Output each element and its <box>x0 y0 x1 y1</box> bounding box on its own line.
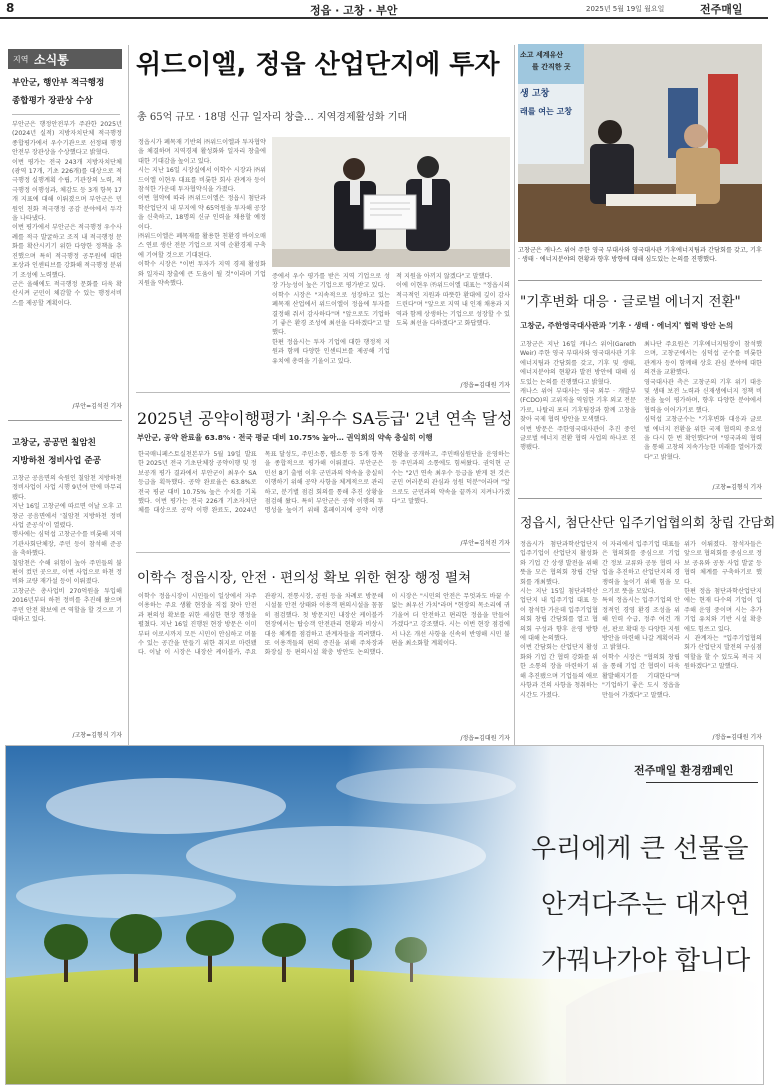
environment-campaign-ad <box>5 745 764 1085</box>
climate-byline: /고창=김형식 기자 <box>712 484 762 491</box>
local-label-big: 소식통 <box>34 53 69 67</box>
main-byline: /정읍=김대원 기자 <box>460 382 510 389</box>
photo-sign-line4: 래를 여는 고창 <box>520 107 572 116</box>
newspaper-brand: 전주매일 <box>700 3 743 16</box>
photo-sign-line1: 소고 세계유산 <box>520 51 564 59</box>
ad-title-rule <box>646 782 758 783</box>
section-title: 정읍 · 고창 · 부안 <box>310 4 398 17</box>
left-story2-byline: /고창=김형식 기자 <box>72 732 122 739</box>
climate-subhead: 고창군, 주한영국대사관과 '기후 · 생태 · 에너지' 협력 방안 논의 <box>520 321 734 330</box>
page-number: 8 <box>6 1 15 15</box>
main-headline: 위드이엘, 정읍 산업단지에 투자 <box>136 50 500 80</box>
main-body-right: 적 지원을 아끼지 않겠다"고 말했다. 이에 이현우 ㈜위드이엘 대표는 "정읍시의 적극적인 지원과 따뜻한 환대에 깊이 감사드린다"며 "앞으로 지역 내 인재 채용과 지역과 함께 상생하는 기업으로 성장할 수 있도록 최선을 다하겠다"고 화답했다. <box>396 273 510 328</box>
council-body-mid: 이 자리에서 입주기업 대표들은 협의회를 중심으로 기업 간 정보 교류와 공동 협력 사업을 추진하고 산업단지의 경쟁력을 높이기 위해 힘을 모으기로 뜻을 모았다. 특히 정읍시는 입주기업의 안정적인 경영 환경 조성을 위해 인력 수급, 정주 여건 개선, 판로 확대 등 다양한 지원 방안을 마련해 나갈 계획이라고 밝혔다. 이학수 시장은 "협의회 창립을 통해 기업 간 협력이 더욱 활발해지기를 기대한다"며 "기업하기 좋은 도시 정읍을 만들어 가겠다"고 말했다. <box>602 541 680 699</box>
main-subhead: 총 65억 규모 · 18명 신규 일자리 창출… 지역경제활성화 기대 <box>137 112 408 123</box>
ad-slogan-line1: 우리에게 큰 선물을 <box>531 834 749 864</box>
header-rule <box>0 17 768 19</box>
page-header <box>0 0 768 18</box>
ad-slogan-line2: 안겨다주는 대자연 <box>541 890 751 920</box>
left-story1-byline: /부안=김석진 기자 <box>72 403 122 410</box>
left-story1-title-1: 부안군, 행안부 적극행정 <box>12 78 105 88</box>
left-story2-title-2: 지방하천 정비사업 준공 <box>12 456 101 466</box>
local-label-small: 지역 <box>13 55 29 64</box>
climate-photo-caption: 고창군은 캐나스 위어 주한 영국 부대사와 영국대사관 기후에너지팀과 간담회를 갖고, 기후 · 생태 · 에너지분야의 현황과 향후 방향에 대해 심도있는 논의를 진행했다. <box>518 247 764 264</box>
award-body: 한국매니페스토실천본부가 5월 19일 발표한 2025년 전국 기초단체장 공약이행 및 정보공개 평가 결과에서 부안군이 최우수 SA등급을 획득했다. 공약 완료율은 63.8%로 전국 평균 대비 10.75% 높은 수치를 기록했다. 이번 평가는 전국 226개 기초자치단체를 대상으로 공약 이행 완료도, 2024년 목표 달성도, 주민소통, 웹소통 등 5개 항목을 종합적으로 평가해 이뤄졌다. 부안군은 민선 8기 출범 이후 군민과의 약속을 충실히 이행하기 위해 공약 사항을 체계적으로 관리하고, 분기별 점검 회의를 통해 추진 상황을 점검해 왔다. 특히 부안군은 공약 이행의 투명성을 높이기 위해 홈페이지에 공약 이행 현황을 공개하고, 주민배심원단을 운영하는 등 주민과의 소통에도 힘써왔다. 권익현 군수는 "2년 연속 최우수 등급을 받게 된 것은 군민 여러분의 관심과 성원 덕분"이라며 "앞으로도 군민과의 약속을 끝까지 지켜나가겠다"고 말했다. <box>138 451 510 515</box>
left-column-divider <box>128 45 129 745</box>
award-byline: /부안=김석진 기자 <box>460 540 510 547</box>
left-story2-body: 고창군 공음면의 숙원인 칠암천 지방하천 정비사업이 사업 시행 9년여 만에 마무리됐다. 지난 16일 고창군에 따르면 이날 오후 고창군 공음면에서 '칠암천 지방하천 정비사업 준공식'이 열렸다. 행사에는 심덕섭 고창군수를 비롯해 지역 기관사회단체장, 주민 등이 참석해 준공을 축하했다. 칠암천은 수해 위험이 높아 주민들의 불편이 컸던 곳으로, 이번 사업으로 하천 정비와 교량 재가설 등이 이뤄졌다. 고창군은 총사업비 270억원을 투입해 2016년부터 하천 정비를 추진해 왔으며 주민 안전 확보에 큰 역할을 할 것으로 기대하고 있다. <box>12 475 122 624</box>
climate-headline: "기후변화 대응 · 글로벌 에너지 전환" <box>520 294 741 310</box>
mayor-top-rule <box>136 552 510 553</box>
climate-photo <box>518 44 762 242</box>
climate-rule <box>518 280 762 281</box>
mayor-headline: 이학수 정읍시장, 안전 · 편의성 확보 위한 현장 행정 펼쳐 <box>137 570 472 586</box>
award-headline: 2025년 공약이행평가 '최우수 SA등급' 2년 연속 달성 <box>137 409 513 428</box>
right-column-divider <box>514 45 515 745</box>
mayor-body: 이학수 정읍시장이 시민들이 일상에서 자주 이용하는 주요 생활 현장을 직접 찾아 안전과 편의성 확보를 위한 세심한 현장 행정을 펼쳤다. 지난 16일 진행된 현장 방문은 이미 부터 이로시까지 모든 시민이 안심하고 머물 수 있는 공간을 만들기 위한 취지로 마련됐다. 이날 이 시장은 내장산 케이블카, 주요 관광지, 전통시장, 공원 등을 차례로 방문해 시설물 안전 상태와 이용객 편의시설을 꼼꼼히 점검했다. 첫 방문지인 내장산 케이블카 현장에서는 탑승객 안전관리 현황과 비상시 대응 체계를 점검하고 관계자들을 격려했다. 또 이용객들의 편의 증진을 위해 주차장과 화장실 등 편의시설 확충 방안도 논의했다. 이 시장은 "시민의 안전은 무엇과도 바꿀 수 없는 최우선 가치"라며 "현장의 목소리에 귀 기울여 더 안전하고 편리한 정읍을 만들어 가겠다"고 강조했다. 시는 이번 현장 점검에서 나온 개선 사항을 신속히 반영해 시민 불편을 최소화할 계획이다. <box>138 593 510 657</box>
left-divider <box>8 420 122 421</box>
left-story2-title-1: 고창군, 공공먼 칠암친 <box>12 438 96 448</box>
photo-sign-line2: 를 간직한 곳 <box>532 63 571 71</box>
council-headline: 정읍시, 첨단산단 입주기업협의회 창립 간담회 <box>520 516 775 531</box>
council-body-right: 위가 이뤄졌다. 참석자들은 앞으로 협의회를 중심으로 정보 공유와 공동 사업 발굴 등 협력 체계를 구축하기로 했다. 한편 정읍 첨단과학산업단지에는 현재 다수의 기업이 입주해 운영 중이며 시는 추가 기업 유치와 기반 시설 확충에도 힘쓰고 있다. 시 관계자는 "입주기업협의회가 산업단지 발전의 구심점 역할을 할 수 있도록 적극 지원하겠다"고 말했다. <box>684 541 762 671</box>
local-news-label <box>8 49 122 69</box>
main-body-left: 정읍시가 폐목재 기반의 ㈜위드이엘과 투자협약을 체결하며 지역경제 활성화와 일자리 창출에 대한 기대감을 높이고 있다. 시는 지난 16일 시장실에서 이학수 시장과 ㈜위드이엘 이현우 대표를 비롯한 회사 관계자 등이 참석한 가운데 투자협약식을 가졌다. 이번 협약에 따라 ㈜위드이엘은 정읍시 첨단과학산업단지 내 부지에 약 65억원을 투자해 공장을 신축하고, 18명의 신규 인력을 채용할 예정이다. ㈜위드이엘은 폐목재를 활용한 친환경 바이오매스 연료 생산 전문 기업으로 지역 순환경제 구축에 기여할 것으로 기대된다. 이학수 시장은 "이번 투자가 지역 경제 활성화와 일자리 창출에 큰 도움이 될 것"이라며 기업 지원을 약속했다. <box>138 139 266 288</box>
photo-sign-line3: 생 고창 <box>520 89 550 99</box>
award-subhead: 부안군, 공약 완료율 63.8% · 전국 평균 대비 10.75% 높아… 권익희의 약속 충실히 이행 <box>137 433 433 442</box>
left-story1-title-2: 종합평가 장관상 수상 <box>12 96 93 106</box>
ad-slogan-line3: 가꿔나가야 합니다 <box>541 946 751 976</box>
issue-date: 2025년 5월 19일 월요일 <box>586 5 665 13</box>
climate-body-left: 고창군은 지난 16일 캐나스 위어(Gareth Weir) 주한 영국 부대사와 영국대사관 기후에너지팀과 간담회를 갖고, 기후 및 생태, 에너지분야의 현황과 발전 방안에 대해 심도있는 논의를 진행했다고 밝혔다. 캐나스 위어 부대사는 영국 외무 · 개발부(FCDO)의 고위직을 역임한 기후 외교 전문가로, 나탈리 포터 기후팀장과 함께 고창을 찾아 국제 협력 방안을 모색했다. 이번 방문은 주한영국대사관이 추진 중인 글로벌 에너지 전환 협력 사업의 하나로 진행됐다. <box>520 341 636 452</box>
climate-body-right: 최나단 주요원은 기후에너지팀장이 참석했으며, 고창군에서는 심덕섭 군수를 비롯한 관계자 등이 함께해 상호 관심 분야에 대한 의견을 교환했다. 영국대사관 측은 고창군의 기후 위기 대응 및 생태 보전 노력과 신재생에너지 정책 비전을 높이 평가하며, 향후 다양한 분야에서 협력을 이어가기로 했다. 심덕섭 고창군수는 "기후변화 대응과 글로벌 에너지 전환을 위한 국제 협력의 중요성을 다시 한 번 확인했다"며 "영국과의 협력을 통해 고창의 지속가능한 미래를 열어가겠다"고 밝혔다. <box>644 341 762 461</box>
council-body-left: 정읍시가 첨단과학산업단지 입주기업이 산업단지 활성화와 기업 간 상생 발전을 위해 뜻을 모은 협의회 창립 간담회를 개최했다. 시는 지난 15일 첨단과학산업단지 내 입주기업 대표 등이 참석한 가운데 입주기업협의회 창립 간담회를 열고 협의회 구성과 향후 운영 방향에 대해 논의했다. 이번 간담회는 산업단지 활성화와 기업 간 협력 강화를 위한 소통의 장을 마련하기 위해 추진됐으며 기업들의 애로사항과 건의 사항을 청취하는 시간도 가졌다. <box>520 541 598 699</box>
mayor-byline: /정읍=김대원 기자 <box>460 735 510 742</box>
ad-campaign-title: 전주매일 환경캠페인 <box>634 764 734 777</box>
main-photo <box>272 137 510 267</box>
award-top-rule <box>136 392 510 393</box>
left-story1-body: 부안군은 행정안전부가 주관한 2025년(2024년 실적) 지방자치단체 적극행정 종합평가에서 우수기관으로 선정돼 행정안전부 장관상을 수상했다고 밝혔다. 이번 평가는 전국 243개 지방자치단체(광역 17개, 기초 226개)를 대상으로 적극행정 실행계획 수립, 기관장의 노력, 적극행정 이행성과, 체감도 등 3개 항목 17개 지표에 대해 이뤄졌으며 부안군은 민원인 친화 적극행정 공감 분야에서 두각을 나타냈다. 이번 평가에서 부안군은 적극행정 우수사례를 적극 발굴하고 조직 내 적극행정 문화를 확산시키기 위한 다양한 정책을 추진했으며 특히 적극행정 공무원에 대한 포상과 인센티브를 강화해 적극행정 분위기 조성에 노력했다. 군은 올해에도 적극행정 문화를 더욱 확산시켜 군민이 체감할 수 있는 행정서비스를 제공할 계획이다. <box>12 121 122 307</box>
main-body-mid: 증에서 우수 평가를 받은 지역 기업으로 성장 가능성이 높은 기업으로 평가받고 있다. 이학수 시장은 "지속적으로 성장하고 있는 폐목재 산업에서 위드이엘이 정읍에 투자를 결정해 줘서 감사하다"며 "앞으로도 기업하기 좋은 환경 조성에 최선을 다하겠다"고 말했다. 한편 정읍시는 투자 기업에 대한 행정적 지원과 함께 다양한 인센티브를 제공해 기업 유치에 총력을 기울이고 있다. <box>272 273 390 365</box>
left-story1-rule <box>12 114 120 115</box>
council-rule <box>518 498 762 499</box>
council-byline: /정읍=김대원 기자 <box>712 734 762 741</box>
